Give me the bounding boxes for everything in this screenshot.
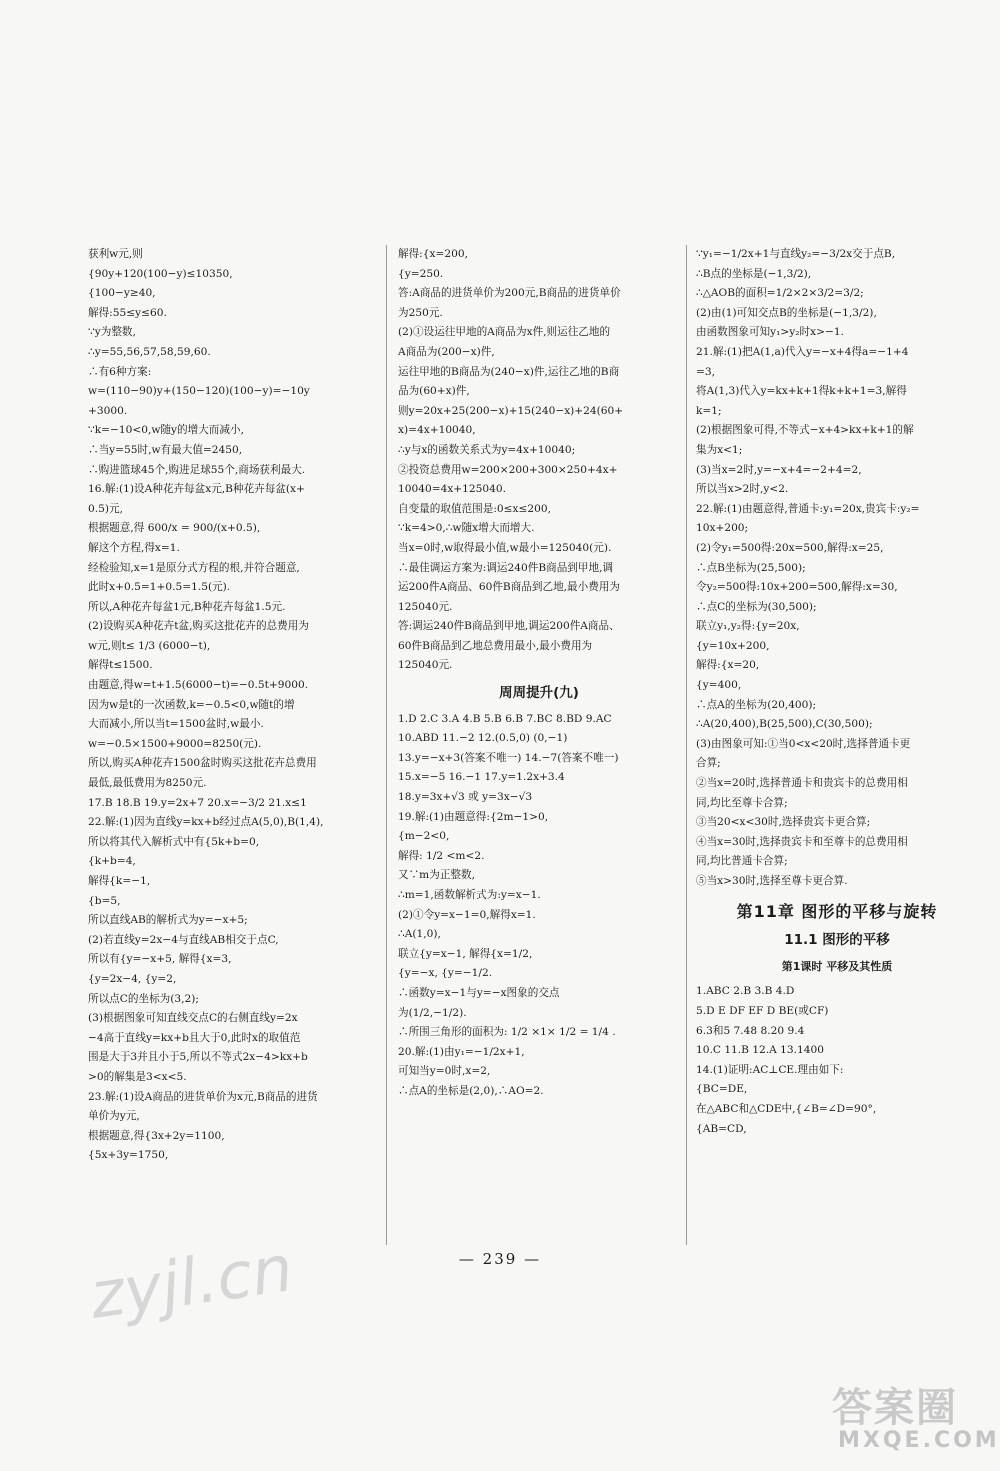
column-divider-1 [386, 245, 387, 1245]
answer-line: 23.解:(1)设A商品的进货单价为x元,B商品的进货 [88, 1090, 318, 1103]
answer-line: {y=400, [696, 679, 742, 692]
answer-line: 所以当x>2时,y<2. [696, 483, 789, 496]
answer-line: 最低,最低费用为8250元. [88, 777, 207, 790]
answer-line: 为250元. [398, 306, 443, 319]
answer-line: w=(110−90)y+(150−120)(100−y)=−10y [88, 385, 310, 398]
answer-line: ∵y为整数, [88, 326, 136, 339]
answer-line: 21.解:(1)把A(1,a)代入y=−x+4得a=−1+4 [696, 345, 909, 358]
column-3-bottom-block [696, 982, 978, 1139]
answer-line: ④当x=30时,选择贵宾卡和至尊卡的总费用相 [696, 835, 908, 848]
answer-line: 联立y₁,y₂得:{y=20x, [696, 620, 800, 633]
answer-line: 5.D E DF EF D BE(或CF) [696, 1004, 829, 1017]
answer-line: {y=2x−4, {y=2, [88, 972, 177, 985]
answer-line: 联立{y=x−1, 解得{x=1/2, [398, 947, 533, 960]
answer-line: ∴点C的坐标为(30,500); [696, 600, 817, 613]
answer-line: 18.y=3x+√3 或 y=3x−√3 [398, 791, 533, 804]
page-number: — 239 — [458, 1250, 542, 1268]
answer-line: 15.x=−5 16.−1 17.y=1.2x+3.4 [398, 771, 565, 784]
answer-line: 所以点C的坐标为(3,2); [88, 992, 199, 1005]
answer-line: 10040=4x+125040. [398, 483, 506, 496]
answer-line: ②投资总费用w=200×200+300×250+4x+ [398, 463, 618, 476]
answer-line: w=−0.5×1500+9000=8250(元). [88, 737, 262, 750]
answer-line: 同,均比至尊卡合算; [696, 796, 788, 809]
answer-line: {5x+3y=1750, [88, 1149, 169, 1162]
answer-line: 解这个方程,得x=1. [88, 541, 180, 554]
answer-line: 14.(1)证明:AC⊥CE.理由如下: [696, 1063, 844, 1076]
answer-line: 此时x+0.5=1+0.5=1.5(元). [88, 581, 231, 594]
answer-line: 10.C 11.B 12.A 13.1400 [696, 1044, 824, 1057]
answer-line: 又∵m为正整数, [398, 869, 475, 882]
answer-line: (2)若直线y=2x−4与直线AB相交于点C, [88, 933, 279, 946]
answer-line: 10.ABD 11.−2 12.(0.5,0) (0,−1) [398, 732, 568, 745]
answer-line: ③当20<x<30时,选择贵宾卡更合算; [696, 816, 871, 829]
answer-line: 经检验知,x=1是原分式方程的根,并符合题意, [88, 561, 300, 574]
column-2-top-block [398, 245, 680, 676]
answer-line: 解得t≤1500. [88, 659, 153, 672]
answer-line: 因为w是t的一次函数,k=−0.5<0,w随t的增 [88, 698, 295, 711]
answer-line: 获利w元,则 [88, 248, 143, 260]
answer-line: {BC=DE, [696, 1083, 748, 1096]
answer-line: 所以直线AB的解析式为y=−x+5; [88, 914, 248, 927]
answer-line: ∴y=55,56,57,58,59,60. [88, 345, 211, 358]
answer-line: 由题意,得w=t+1.5(6000−t)=−0.5t+9000. [88, 679, 309, 692]
answer-line: 则y=20x+25(200−x)+15(240−x)+24(60+ [398, 404, 624, 417]
answer-line: ∴所围三角形的面积为: 1/2 ×1× 1/2 = 1/4 . [398, 1026, 616, 1039]
answer-line: 运往甲地的B商品为(240−x)件,运往乙地的B商 [398, 365, 620, 378]
answer-line: 13.y=−x+3(答案不唯一) 14.−7(答案不唯一) [398, 751, 619, 764]
answer-line: 可知当y=0时,x=2, [398, 1065, 491, 1078]
answer-line: 答:A商品的进货单价为200元,B商品的进货单价 [398, 287, 621, 300]
answer-line: (2)①令y=x−1=0,解得x=1. [398, 908, 536, 921]
answer-line: {y=−x, {y=−1/2. [398, 967, 493, 980]
answer-column-1 [88, 245, 370, 1166]
answer-line: 125040元. [398, 659, 453, 672]
answer-line: 22.解:(1)因为直线y=kx+b经过点A(5,0),B(1,4), [88, 816, 324, 829]
answer-line: 为(1/2,−1/2). [398, 1006, 467, 1019]
answer-line: 集为x<1; [696, 443, 743, 456]
answer-line: {y=10x+200, [696, 639, 770, 652]
answer-line: 根据题意,得 600/x = 900/(x+0.5), [88, 522, 261, 535]
section-heading: 11.1 图形的平移 [784, 932, 890, 949]
answer-line: 解得:{x=20, [696, 659, 760, 672]
answer-line: ②当x=20时,选择普通卡和贵宾卡的总费用相 [696, 777, 908, 790]
answer-line: 所以将其代入解析式中有{5k+b=0, [88, 835, 260, 848]
answer-line: w元,则t≤ 1/3 (6000−t), [88, 639, 211, 652]
answer-line: (2)由(1)可知交点B的坐标是(−1,3/2), [696, 306, 877, 319]
answer-line: {k+b=4, [88, 855, 136, 868]
answer-line: ∴有6种方案: [88, 365, 152, 378]
column-divider-2 [686, 245, 687, 1245]
answer-line: 根据题意,得{3x+2y=1100, [88, 1129, 225, 1142]
answer-line: x)=4x+10040, [398, 424, 476, 437]
answer-line: (3)当x=2时,y=−x+4=−2+4=2, [696, 463, 862, 476]
answer-line: 所以,购买A种花卉1500盆时购买这批花卉总费用 [88, 757, 317, 770]
answer-column-2 [398, 245, 680, 1102]
answer-line: (3)根据图象可知直线交点C的右侧直线y=2x [88, 1012, 298, 1025]
answer-line: 大而减小,所以当t=1500盆时,w最小. [88, 718, 264, 731]
answer-line: 0.5)元, [88, 502, 123, 515]
answer-line: (2)①设运往甲地的A商品为x件,则运往乙地的 [398, 326, 611, 339]
answer-line: 由函数图象可知y₁>y₂时x>−1. [696, 326, 844, 339]
answer-line: ∴A(20,400),B(25,500),C(30,500); [696, 718, 873, 731]
answer-line: (2)令y₁=500得:20x=500,解得:x=25, [696, 541, 884, 554]
answer-line: ∵y₁=−1/2x+1与直线y₂=−3/2x交于点B, [696, 248, 896, 260]
answer-line: ∴点B坐标为(25,500); [696, 561, 806, 574]
answer-line: 单价为y元, [88, 1110, 140, 1123]
answer-line: (3)由图象可知:①当0<x<20时,选择普通卡更 [696, 737, 911, 750]
watermark-daanquan: 答案圈 [832, 1385, 958, 1431]
answer-line: 运200件A商品、60件B商品到乙地,最小费用为 [398, 581, 621, 594]
answer-line: 同,均比普通卡合算; [696, 855, 788, 868]
answer-line: 17.B 18.B 19.y=2x+7 20.x=−3/2 21.x≤1 [88, 796, 307, 809]
answer-line: 10x+200; [696, 522, 749, 535]
answer-line: A商品为(200−x)件, [398, 345, 495, 358]
answer-line: =3, [696, 365, 715, 378]
answer-line: 19.解:(1)由题意得:{2m−1>0, [398, 810, 549, 823]
answer-line: 125040元. [398, 600, 453, 613]
answer-line: ∴A(1,0), [398, 928, 441, 941]
answer-line: (2)根据图象可得,不等式−x+4>kx+k+1的解 [696, 424, 914, 437]
answer-line: ∴点A的坐标为(20,400); [696, 698, 817, 711]
answer-line: 解得:{x=200, [398, 248, 468, 260]
answer-line: 16.解:(1)设A种花卉每盆x元,B种花卉每盆(x+ [88, 483, 305, 496]
answer-line: 在△ABC和△CDE中,{∠B=∠D=90°, [696, 1102, 877, 1115]
answer-line: 围是大于3并且小于5,所以不等式2x−4>kx+b [88, 1051, 308, 1064]
answer-line: 解得: 1/2 <m<2. [398, 849, 485, 862]
answer-line: 自变量的取值范围是:0≤x≤200, [398, 502, 551, 515]
answer-column-3 [696, 245, 978, 1139]
answer-line: 所以有{y=−x+5, 解得{x=3, [88, 953, 232, 966]
answer-line: 6.3和5 7.48 8.20 9.4 [696, 1024, 805, 1037]
column-3-top-block [696, 245, 978, 892]
answer-line: 解得:55≤y≤60. [88, 306, 167, 319]
answer-line: {y=250. [398, 267, 444, 280]
answer-line: 1.ABC 2.B 3.B 4.D [696, 985, 795, 998]
answer-line: {AB=CD, [696, 1122, 747, 1135]
answer-line: ∴m=1,函数解析式为:y=x−1. [398, 889, 541, 901]
answer-line: 答:调运240件B商品到甲地,调运200件A商品、 [398, 620, 620, 633]
answer-line: 所以,A种花卉每盆1元,B种花卉每盆1.5元. [88, 600, 286, 613]
answer-line: ∴当y=55时,w有最大值=2450, [88, 443, 243, 456]
answer-line: 22.解:(1)由题意得,普通卡:y₁=20x,贵宾卡:y₂= [696, 502, 920, 515]
answer-line: 60件B商品到乙地总费用最小,最小费用为 [398, 639, 593, 652]
answer-line: ⑤当x>30时,选择至尊卡更合算. [696, 875, 848, 887]
answer-line: ∵k=4>0,∴w随x增大而增大. [398, 522, 535, 535]
answer-line: 1.D 2.C 3.A 4.B 5.B 6.B 7.BC 8.BD 9.AC [398, 712, 612, 725]
answer-line: 合算; [696, 757, 721, 770]
watermark-zyjl: zyjl.cn [85, 1232, 298, 1334]
answer-line: k=1; [696, 404, 722, 417]
answer-line: ∴△AOB的面积=1/2×2×3/2=3/2; [696, 287, 864, 300]
answer-line: >0的解集是3<x<5. [88, 1070, 187, 1083]
answer-line: +3000. [88, 404, 128, 417]
answer-line: ∴点A的坐标是(2,0),∴AO=2. [398, 1084, 544, 1097]
answer-line: {90y+120(100−y)≤10350, [88, 267, 233, 280]
column-2-bottom-block [398, 710, 680, 1102]
answer-line: −4高于直线y=kx+b且大于0,此时x的取值范 [88, 1031, 301, 1044]
answer-line: ∴最佳调运方案为:调运240件B商品到甲地,调 [398, 561, 614, 574]
answer-line: 解得{k=−1, [88, 875, 151, 887]
watermark-mxqe: MXQE.COM [838, 1428, 1000, 1453]
answer-line: {100−y≥40, [88, 287, 156, 300]
answer-line: ∴y与x的函数关系式为y=4x+10040; [398, 443, 576, 456]
answer-line: {m−2<0, [398, 830, 450, 843]
answer-line: 20.解:(1)由y₁=−1/2x+1, [398, 1045, 525, 1058]
weekly-review-heading: 周周提升(九) [499, 685, 579, 702]
answer-line: ∴B点的坐标是(−1,3/2), [696, 267, 812, 280]
answer-line: 令y₂=500得:10x+200=500,解得:x=30, [696, 581, 898, 594]
answer-line: ∴函数y=x−1与y=−x图象的交点 [398, 986, 560, 999]
answer-line: ∵k=−10<0,w随y的增大而减小, [88, 424, 244, 437]
answer-line: {b=5, [88, 894, 121, 907]
answer-line: 品为(60+x)件, [398, 385, 470, 398]
answer-line: (2)设购买A种花卉t盆,购买这批花卉的总费用为 [88, 620, 309, 633]
answer-line: 将A(1,3)代入y=kx+k+1得k+k+1=3,解得 [696, 385, 907, 398]
answer-line: 当x=0时,w取得最小值,w最小=125040(元). [398, 541, 612, 554]
chapter-heading: 第11章 图形的平移与旋转 [736, 901, 938, 921]
lesson-heading: 第1课时 平移及其性质 [781, 959, 893, 973]
answer-line: ∴购进篮球45个,购进足球55个,商场获利最大. [88, 463, 306, 476]
